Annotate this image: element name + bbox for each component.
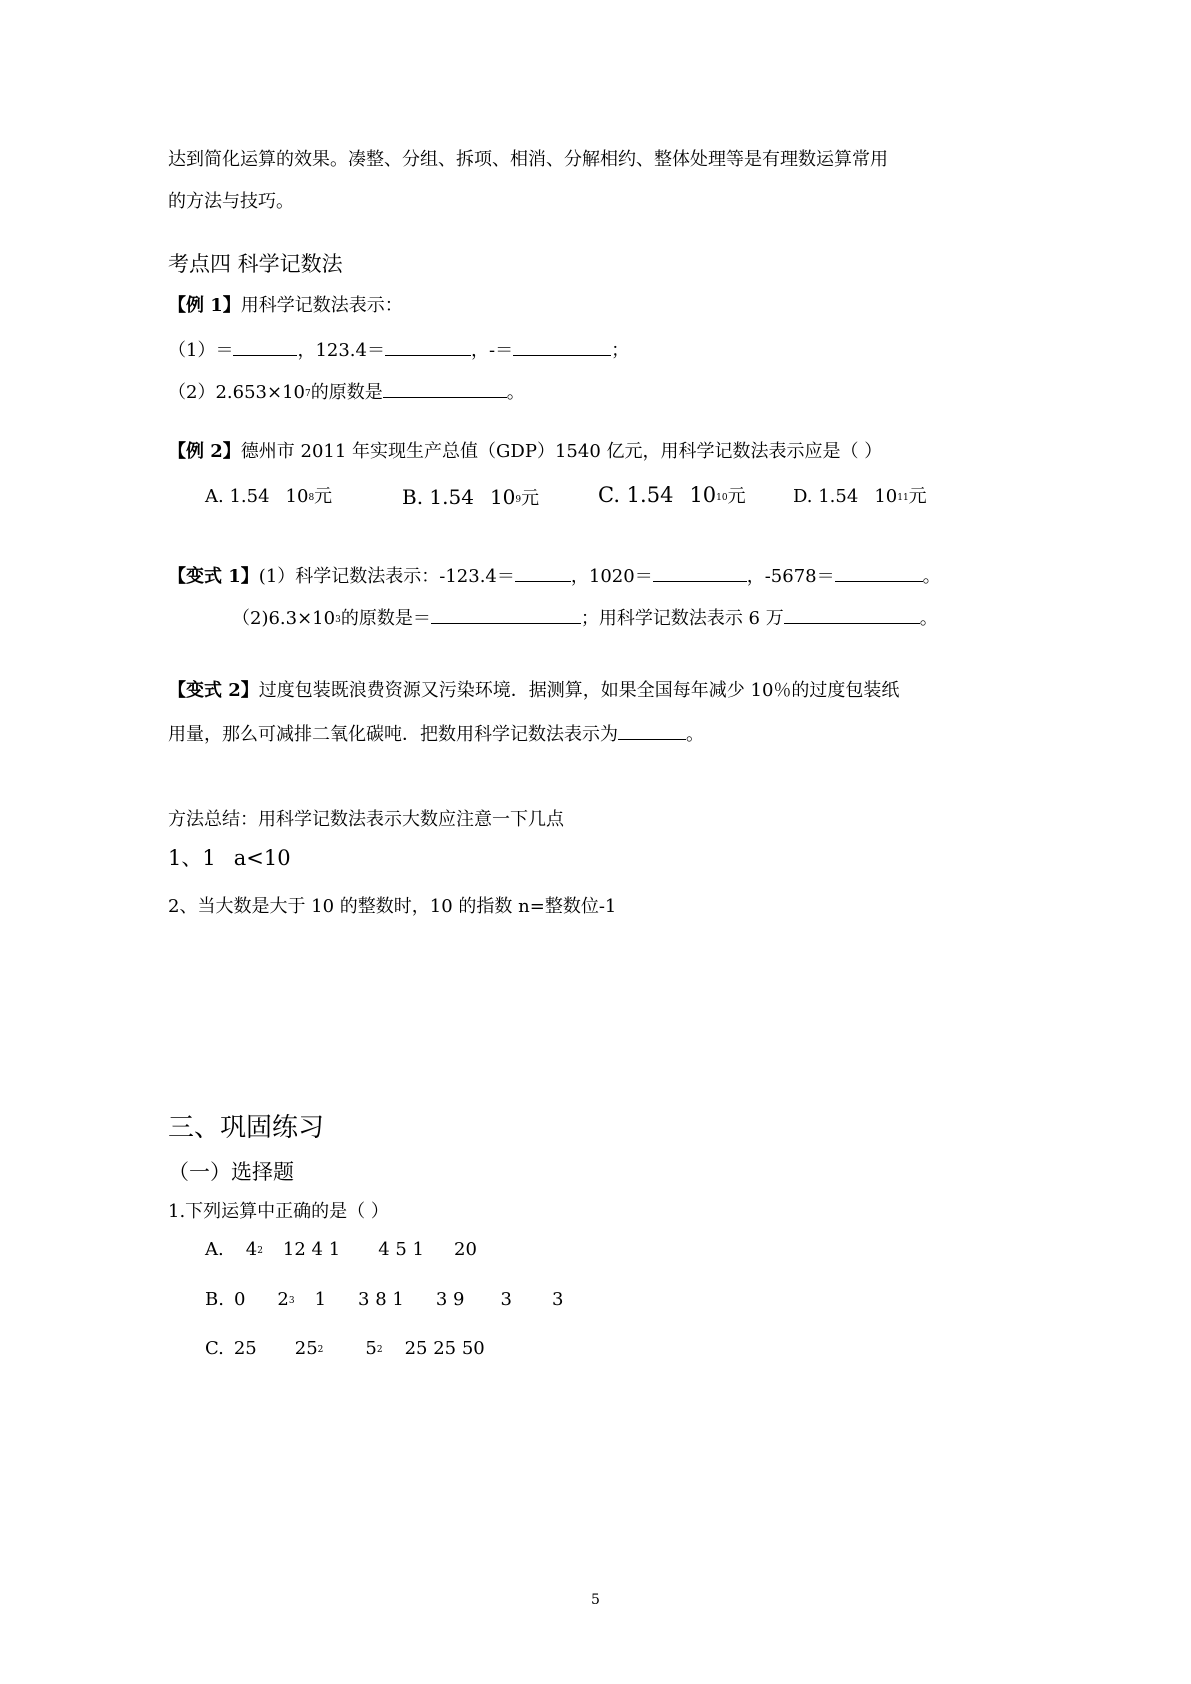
v1-2-part-c: ；用科学记数法表示 6 万: [580, 608, 784, 629]
option-label: C. 1.54: [598, 483, 674, 507]
term: 3: [551, 1289, 564, 1310]
exponent: 9: [515, 495, 522, 505]
summary-point-2: 2、当大数是大于 10 的整数时，10 的指数 n=整数位-1: [168, 896, 617, 917]
answer-blank[interactable]: [385, 337, 471, 356]
option-label: A.: [205, 1239, 224, 1260]
v1-end: 。: [922, 566, 941, 587]
term: 1: [314, 1289, 327, 1310]
exponent: 7: [304, 389, 311, 399]
term: 3 9: [435, 1289, 465, 1310]
option-base: 10: [689, 483, 717, 507]
option-label: B. 1.54: [402, 485, 474, 509]
v1-2-part-a: （2)6.3×10: [232, 608, 336, 629]
q2-part-a: （2）2.653×10: [168, 382, 305, 403]
example-2-option-a[interactable]: [205, 485, 332, 510]
intro-line-2: 的方法与技巧。: [168, 191, 294, 212]
term: 25: [294, 1338, 318, 1359]
term: 25 25 50: [404, 1338, 485, 1359]
example-1-q2: [168, 379, 525, 406]
example-2-option-c[interactable]: [598, 483, 746, 510]
example-1-tag: 【例 1】: [168, 295, 241, 316]
summary-1a: 1、1: [168, 846, 216, 870]
variant-2-text: 过度包装既浪费资源又污染环境．据测算，如果全国每年减少 10％的过度包装纸: [258, 680, 900, 701]
exponent: 3: [335, 615, 341, 625]
v1-part-c: ，-5678＝: [746, 566, 835, 587]
intro-line-1: 达到简化运算的效果。凑整、分组、拆项、相消、分解相约、整体处理等是有理数运算常用: [168, 149, 888, 170]
example-2-text: 德州市 2011 年实现生产总值（GDP）1540 亿元，用科学记数法表示应是（ ）: [240, 441, 883, 462]
term: 4 5 1: [378, 1239, 424, 1260]
variant-2-end: 。: [686, 724, 704, 745]
section-heading-3: 三、巩固练习: [168, 1113, 325, 1143]
term: 3 8 1: [358, 1289, 404, 1310]
option-base: 10: [874, 486, 898, 507]
option-label: B.: [205, 1289, 224, 1310]
question-1-option-c[interactable]: [205, 1337, 485, 1362]
answer-blank[interactable]: [383, 379, 507, 398]
exponent: 10: [716, 493, 728, 503]
variant-1-line-1: [168, 563, 941, 589]
q1-part-c: ，-＝: [470, 340, 514, 361]
answer-blank[interactable]: [233, 337, 297, 356]
exponent: 8: [308, 493, 315, 503]
example-2-prompt: [168, 440, 882, 464]
answer-blank[interactable]: [835, 563, 923, 582]
v1-2-end: 。: [919, 608, 938, 629]
term: 2: [277, 1289, 289, 1310]
exponent: 2: [376, 1345, 383, 1355]
variant-2-line-1: [168, 679, 899, 703]
answer-blank[interactable]: [784, 605, 920, 624]
variant-2-line-2: [168, 721, 704, 747]
option-label: D. 1.54: [793, 486, 859, 507]
term: 20: [454, 1239, 477, 1260]
term: 3: [500, 1289, 512, 1310]
term: 12 4 1: [282, 1239, 341, 1260]
variant-1-line-2: [232, 605, 938, 632]
variant-1-tag: 【变式 1】: [168, 566, 259, 587]
answer-blank[interactable]: [431, 605, 581, 624]
q1-part-a: （1）＝: [168, 340, 234, 361]
summary-point-1: [168, 846, 291, 870]
summary-title: 方法总结：用科学记数法表示大数应注意一下几点: [168, 809, 564, 830]
option-unit: 元: [521, 488, 540, 509]
term: 25: [233, 1338, 257, 1359]
exponent: 2: [257, 1246, 263, 1256]
option-label: A. 1.54: [205, 486, 270, 507]
term: 4: [245, 1239, 258, 1260]
q2-part-b: 的原数是: [310, 382, 383, 403]
variant-2-tag: 【变式 2】: [168, 680, 259, 701]
exponent: 11: [897, 493, 909, 503]
answer-blank[interactable]: [515, 563, 571, 582]
answer-blank[interactable]: [513, 337, 611, 356]
answer-blank[interactable]: [618, 721, 686, 740]
q1-end: ；: [611, 340, 630, 361]
term: 0: [233, 1289, 246, 1310]
answer-blank[interactable]: [653, 563, 747, 582]
question-1-option-b[interactable]: [205, 1288, 563, 1313]
section-heading-kp4: 考点四 科学记数法: [168, 252, 343, 276]
example-1-q1: [168, 337, 629, 363]
summary-1b: a<10: [233, 846, 291, 870]
option-unit: 元: [908, 486, 927, 507]
subsection-choice: （一）选择题: [168, 1160, 294, 1184]
term: 5: [365, 1338, 377, 1359]
question-1-option-a[interactable]: [205, 1238, 477, 1263]
q2-end: 。: [506, 382, 525, 403]
v1-part-b: ，1020＝: [570, 566, 653, 587]
q1-part-b: ，123.4＝: [297, 340, 385, 361]
variant-2-text-2: 用量，那么可减排二氧化碳吨．把数用科学记数法表示为: [168, 724, 618, 745]
exponent: 3: [288, 1296, 295, 1306]
example-1-prompt: [168, 294, 403, 318]
page-number: 5: [591, 1592, 600, 1608]
v1-2-part-b: 的原数是＝: [340, 608, 431, 629]
example-1-text: 用科学记数法表示：: [240, 295, 403, 316]
option-base: 10: [489, 485, 516, 509]
question-1: 1.下列运算中正确的是（ ）: [168, 1201, 389, 1222]
option-base: 10: [285, 486, 309, 507]
example-2-tag: 【例 2】: [168, 441, 241, 462]
option-label: C.: [205, 1338, 224, 1359]
example-2-option-d[interactable]: [793, 485, 927, 510]
exponent: 2: [317, 1345, 324, 1355]
example-2-option-b[interactable]: [402, 485, 539, 512]
v1-part-a: (1）科学记数法表示：-123.4＝: [258, 566, 515, 587]
option-unit: 元: [727, 486, 746, 507]
option-unit: 元: [314, 486, 333, 507]
